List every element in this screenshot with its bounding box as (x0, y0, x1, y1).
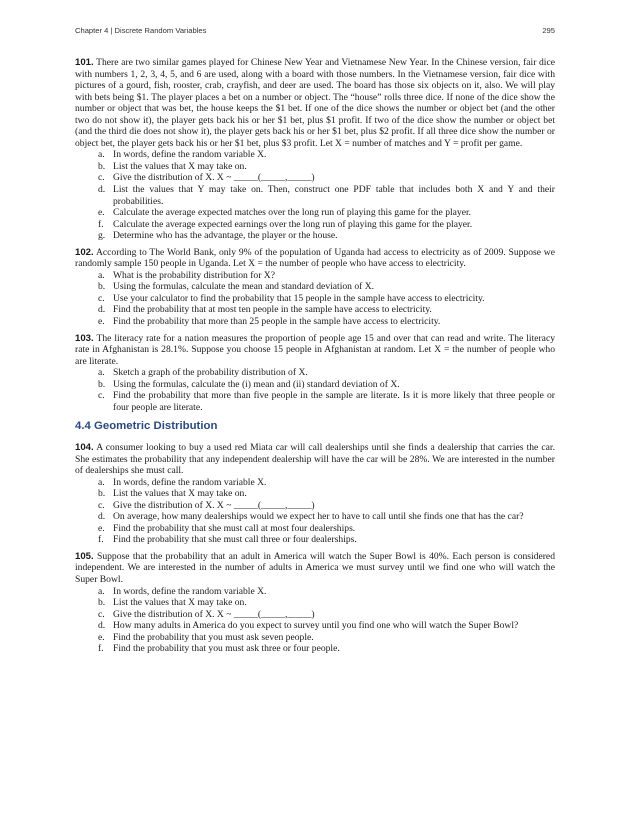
problem-text (75, 247, 555, 270)
problem-items (75, 477, 555, 546)
page-number: 295 (542, 26, 555, 35)
item-text: Find the probability that at most ten people in the sample have access to electricity. (113, 304, 432, 316)
list-item (98, 620, 555, 632)
item-letter: b. (98, 378, 106, 390)
problem-body: The literacy rate for a nation measures the proportion of people age 15 and over that can read and write. The literacy rate in Afghanistan is 28.1%. Suppose you choose 15 people in Afghanistan at random. Let X = the number of people who are literate. (75, 332, 555, 367)
item-letter: c. (98, 292, 105, 304)
item-text: List the values that X may take on. (113, 488, 247, 500)
item-letter: a. (98, 269, 105, 281)
item-letter: f. (98, 643, 104, 655)
item-text: Find the probability that you must ask seven people. (113, 631, 314, 643)
chapter-title: Chapter 4 | Discrete Random Variables (75, 26, 207, 35)
item-letter: d. (98, 511, 106, 523)
item-letter: b. (98, 160, 106, 172)
problem-102 (75, 247, 555, 328)
item-letter: c. (98, 172, 105, 184)
problem-number: 101. (75, 57, 94, 68)
item-letter: a. (98, 149, 105, 161)
page-content (75, 57, 555, 660)
list-item (98, 523, 555, 535)
list-item (98, 161, 555, 173)
item-letter: e. (98, 316, 105, 328)
list-item (98, 597, 555, 609)
item-text: What is the probability distribution for X? (113, 269, 275, 281)
problem-text (75, 57, 555, 149)
problem-text (75, 442, 555, 477)
item-text: Find the probability that you must ask three or four people. (113, 643, 340, 655)
item-text: How many adults in America do you expect to survey until you find one who will watch the Super Bowl? (113, 620, 519, 632)
item-text: Give the distribution of X. X ~ _____(_____,_____) (113, 172, 315, 184)
item-text: Determine who has the advantage, the player or the house. (113, 230, 338, 242)
item-letter: d. (98, 304, 106, 316)
problem-body: According to The World Bank, only 9% of the population of Uganda had access to electricity as of 2009. Suppose we randomly sample 150 people in Uganda. Let X = the number of people who have access to electricity. (75, 246, 555, 270)
list-item (98, 390, 555, 413)
item-letter: b. (98, 597, 106, 609)
item-text: On average, how many dealerships would we expect her to have to call until she finds one that has the car? (113, 511, 524, 523)
item-text: Using the formulas, calculate the (i) mean and (ii) standard deviation of X. (113, 378, 400, 390)
list-item (98, 219, 555, 231)
list-item (98, 304, 555, 316)
list-item (98, 643, 555, 655)
problem-items (75, 149, 555, 241)
item-text: Give the distribution of X. X ~ _____(_____,_____) (113, 499, 315, 511)
list-item (98, 293, 555, 305)
section-title: 4.4 Geometric Distribution (75, 420, 218, 433)
list-item (98, 632, 555, 644)
item-text: Calculate the average expected matches over the long run of playing this game for the player. (113, 207, 472, 219)
list-item (98, 184, 555, 207)
list-item (98, 477, 555, 489)
item-letter: e. (98, 631, 105, 643)
problem-text (75, 551, 555, 586)
list-item (98, 230, 555, 242)
problem-number: 105. (75, 550, 94, 562)
item-letter: a. (98, 367, 105, 379)
item-letter: c. (98, 390, 105, 402)
list-item (98, 172, 555, 184)
item-text: Find the probability that she must call at most four dealerships. (113, 522, 356, 534)
list-item (98, 534, 555, 546)
item-text: Sketch a graph of the probability distribution of X. (113, 367, 308, 379)
list-item (98, 511, 555, 523)
item-letter: e. (98, 207, 105, 219)
list-item (98, 609, 555, 621)
problem-101 (75, 57, 555, 242)
item-text: Using the formulas, calculate the mean and standard deviation of X. (113, 281, 375, 293)
list-item (98, 500, 555, 512)
problem-items (75, 270, 555, 328)
problem-105 (75, 551, 555, 655)
item-letter: e. (98, 522, 105, 534)
problem-body: A consumer looking to buy a used red Miata car will call dealerships until she finds a dealership that carries the car. She estimates the probability that any independent dealership will have the car will be 28%. We are interested in the number of dealerships she must call. (75, 441, 555, 477)
item-text: Find the probability that she must call three or four dealerships. (113, 534, 357, 546)
list-item (98, 488, 555, 500)
list-item (98, 586, 555, 598)
item-letter: b. (98, 281, 106, 293)
item-letter: a. (98, 585, 105, 597)
problem-number: 102. (75, 246, 94, 258)
item-text: In words, define the random variable X. (113, 585, 267, 597)
item-letter: f. (98, 218, 104, 230)
item-text: In words, define the random variable X. (113, 149, 267, 161)
item-letter: b. (98, 488, 106, 500)
item-text: List the values that X may take on. (113, 160, 247, 172)
list-item (98, 149, 555, 161)
problem-number: 104. (75, 441, 94, 453)
item-letter: d. (98, 620, 106, 632)
item-letter: a. (98, 476, 105, 488)
item-text: List the values that X may take on. (113, 597, 247, 609)
problem-body: There are two similar games played for Chinese New Year and Vietnamese New Year. In the Chinese version, fair dice with numbers 1, 2, 3, 4, 5, and 6 are used, along with a board with those numbers. In the Vietnamese version, fair dice with pictures of a gourd, fish, rooster, crab, crayfish, and deer are used. The board has those six objects on it, also. We will play with bets being $1. The player places a bet on a number or object. The “house” rolls three dice. If none of the dice show the number or object that was bet, the house keeps the $1 bet. If one of the dice shows the number or object bet (and the other two do not show it), the player gets back his or her $1 bet, plus $1 profit. If two of the dice show the number or object bet (and the third die does not show it), the player gets back his or her $1 bet, plus $2 profit. If all three dice show the number or object bet, the player gets back his or her $1 bet, plus $3 profit. Let X = number of matches and Y = profit per game. (75, 57, 555, 149)
list-item (98, 379, 555, 391)
list-item (98, 270, 555, 282)
item-text: Find the probability that more than 25 people in the sample have access to electricity. (113, 316, 441, 328)
item-text: In words, define the random variable X. (113, 476, 267, 488)
item-letter: c. (98, 608, 105, 620)
problem-items (75, 586, 555, 655)
item-text: Use your calculator to find the probability that 15 people in the sample have access to electricity. (113, 292, 485, 304)
item-letter: d. (98, 184, 106, 196)
problem-103 (75, 333, 555, 414)
item-text: Calculate the average expected earnings over the long run of playing this game for the player. (113, 218, 473, 230)
item-letter: g. (98, 230, 106, 242)
problem-number: 103. (75, 332, 94, 344)
problem-body: Suppose that the probability that an adult in America will watch the Super Bowl is 40%. Each person is considered independent. We are interested in the number of adults in America we must survey until we find one who will watch the Super Bowl. (75, 550, 555, 585)
problem-text (75, 333, 555, 368)
list-item (98, 207, 555, 219)
item-letter: c. (98, 499, 105, 511)
problem-items (75, 367, 555, 413)
item-text: Give the distribution of X. X ~ _____(_____,_____) (113, 608, 315, 620)
item-text: List the values that Y may take on. Then, construct one PDF table that includes both X and Y and their probabilities. (113, 184, 555, 207)
list-item (98, 367, 555, 379)
list-item (98, 281, 555, 293)
item-text: Find the probability that more than five people in the sample are literate. Is it is more likely that three people or four people are literate. (113, 390, 555, 413)
item-letter: f. (98, 534, 104, 546)
problem-104 (75, 442, 555, 546)
page-header (75, 26, 555, 40)
list-item (98, 316, 555, 328)
